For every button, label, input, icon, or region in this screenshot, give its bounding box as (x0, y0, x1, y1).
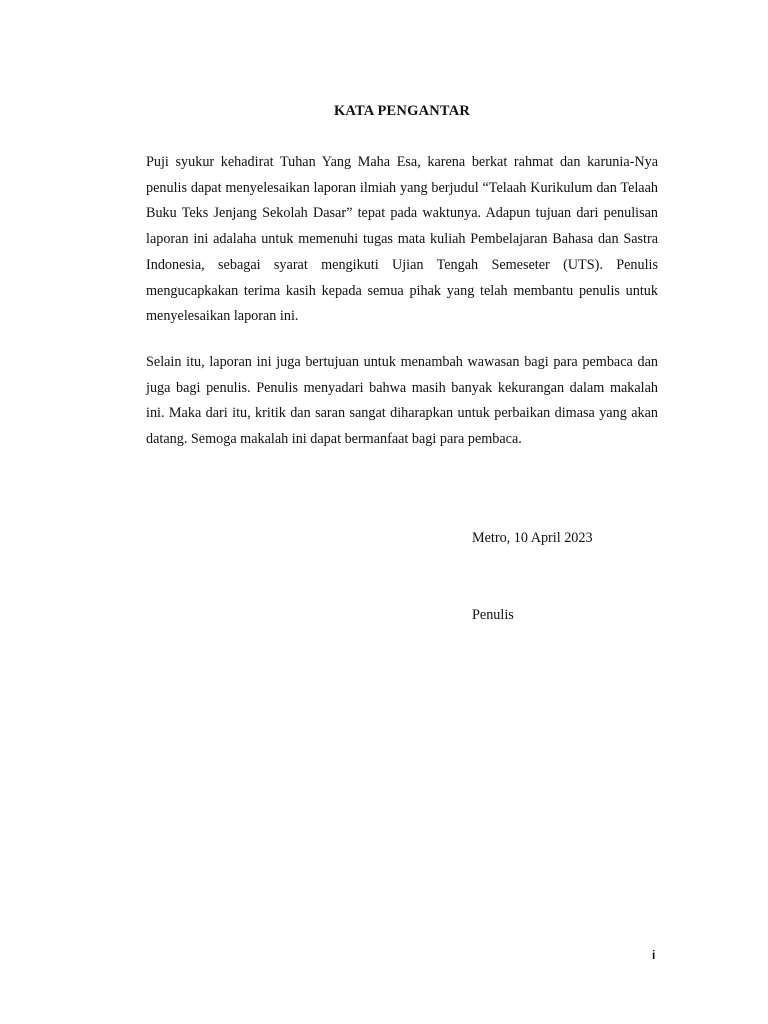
paragraph-intro: Puji syukur kehadirat Tuhan Yang Maha Esa, karena berkat rahmat dan karunia-Nya penulis dapat menyelesaikan laporan ilmiah yang berjudul “Telaah Kurikulum dan Telaah Buku Teks Jenjang Sekolah Dasar” tepat pada waktunya. Adapun tujuan dari penulisan laporan ini adalaha untuk memenuhi tugas mata kuliah Pembelajaran Bahasa dan Sastra Indonesia, sebagai syarat mengikuti Ujian Tengah Semeseter (UTS). Penulis mengucapkakan terima kasih kepada semua pihak yang telah membantu penulis untuk menyelesaikan laporan ini. (146, 154, 658, 325)
signature-author: Penulis (472, 607, 514, 623)
page-title: KATA PENGANTAR (333, 103, 471, 119)
paragraph-purpose: Selain itu, laporan ini juga bertujuan untuk menambah wawasan bagi para pembaca dan juga bagi penulis. Penulis menyadari bahwa masih banyak kekurangan dalam makalah ini. Maka dari itu, kritik dan saran sangat diharapkan untuk perbaikan dimasa yang akan datang. Semoga makalah ini dapat bermanfaat bagi para pembaca. (146, 354, 658, 448)
signature-place-date: Metro, 10 April 2023 (472, 530, 593, 546)
page-number: i (652, 948, 656, 962)
